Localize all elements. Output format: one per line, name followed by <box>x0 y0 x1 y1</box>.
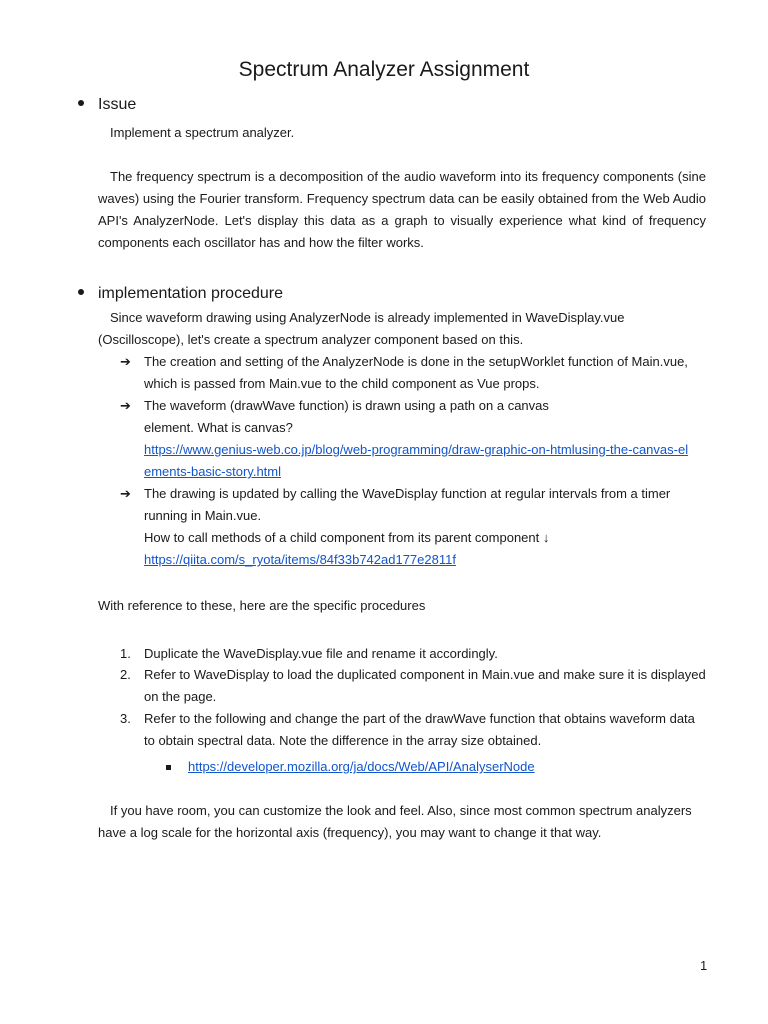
square-bullet-icon <box>166 765 171 770</box>
closing-line2: have a log scale for the horizontal axis (frequency), you may want to change it that way. <box>98 825 602 840</box>
step-2-line2: on the page. <box>144 689 217 704</box>
arrow-icon: ➔ <box>120 354 131 369</box>
bullet-3-line1: The drawing is updated by calling the WaveDisplay function at regular intervals from a timer <box>144 486 671 501</box>
step-1-line1: Duplicate the WaveDisplay.vue file and rename it accordingly. <box>144 646 498 661</box>
canvas-article-link-line1[interactable]: https://www.genius-web.co.jp/blog/web-programming/draw-graphic-on-htmlusing-the-canvas-el <box>144 442 689 457</box>
bullet-3-line2: running in Main.vue. <box>144 508 262 523</box>
closing-paragraph <box>98 800 706 844</box>
procedure-intro <box>98 307 706 351</box>
step-2-line1: Refer to WaveDisplay to load the duplicated component in Main.vue and make sure it is displayed <box>144 667 706 682</box>
bullet-icon <box>78 289 84 295</box>
step-3-line2: to obtain spectral data. Note the difference in the array size obtained. <box>144 733 542 748</box>
issue-heading-text: Issue <box>98 96 137 113</box>
arrow-icon: ➔ <box>120 486 131 501</box>
bullet-2-line1: The waveform (drawWave function) is drawn using a path on a canvas <box>144 398 549 413</box>
canvas-article-link[interactable] <box>144 439 710 483</box>
step-3 <box>120 708 710 752</box>
procedure-bullet-3 <box>120 483 710 571</box>
bullet-icon <box>78 100 84 106</box>
step-2 <box>120 664 710 708</box>
bullet-1-line2: which is passed from Main.vue to the child component as Vue props. <box>144 376 540 391</box>
step-1-number: 1. <box>120 646 131 661</box>
bullet-2-line2: element. What is canvas? <box>144 420 293 435</box>
issue-summary: Implement a spectrum analyzer. <box>110 125 295 140</box>
procedure-heading-text: implementation procedure <box>98 285 283 302</box>
procedure-intro-line2: (Oscilloscope), let's create a spectrum analyzer component based on this. <box>98 332 524 347</box>
procedure-bullet-1 <box>120 351 710 395</box>
step-3-number: 3. <box>120 711 131 726</box>
step-3-subitem <box>166 756 726 778</box>
bullet-1-line1: The creation and setting of the AnalyzerNode is done in the setupWorklet function of Main.vue, <box>144 354 688 369</box>
bullet-3-line3: How to call methods of a child component from its parent component ↓ <box>144 530 550 545</box>
step-3-line1: Refer to the following and change the part of the drawWave function that obtains waveform data <box>144 711 695 726</box>
section-heading-procedure <box>78 283 283 305</box>
procedure-bullet-2 <box>120 395 710 483</box>
step-2-number: 2. <box>120 667 131 682</box>
step-1 <box>120 643 710 665</box>
issue-description: The frequency spectrum is a decomposition of the audio waveform into its frequency components (sine waves) using the Fourier transform. Frequency spectrum data can be easily obtained from the Web Audio API's AnalyzerNode. Let's display this data as a graph to visually experience what kind of frequency components each oscillator has and how the filter works. <box>98 169 706 250</box>
mdn-analysernode-link[interactable]: https://developer.mozilla.org/ja/docs/Web/API/AnalyserNode <box>188 759 535 774</box>
canvas-article-link-line2[interactable]: ements-basic-story.html <box>144 464 282 479</box>
arrow-icon: ➔ <box>120 398 131 413</box>
page-title: Spectrum Analyzer Assignment <box>238 58 530 81</box>
qiita-article-link[interactable]: https://qiita.com/s_ryota/items/84f33b742ad177e2811f <box>144 552 456 567</box>
closing-line1: If you have room, you can customize the look and feel. Also, since most common spectrum analyzers <box>110 803 692 818</box>
reference-intro: With reference to these, here are the specific procedures <box>98 598 426 613</box>
section-heading-issue <box>78 94 136 116</box>
page-number: 1 <box>700 958 708 973</box>
procedure-intro-line1: Since waveform drawing using AnalyzerNode is already implemented in WaveDisplay.vue <box>110 310 625 325</box>
